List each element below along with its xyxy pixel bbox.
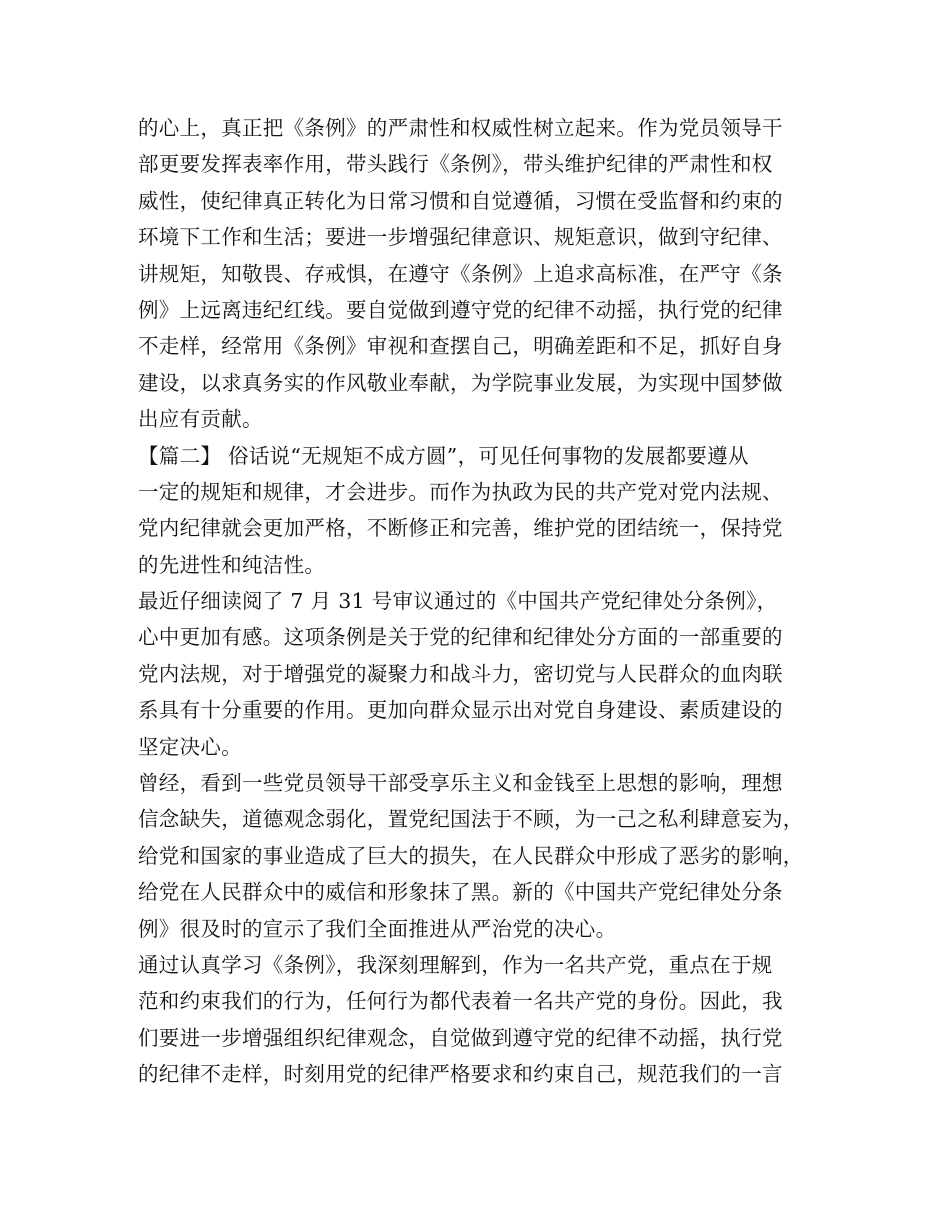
text-line: 部更要发挥表率作用，带头践行《条例》，带头维护纪律的严肃性和权 [138,152,773,177]
text-line: 坚定决心。 [138,734,242,759]
text-line: 的先进性和纯洁性。 [138,552,326,577]
text-line: 信念缺失，道德观念弱化，置党纪国法于不顾，为一己之私利肆意妄为， [138,807,804,832]
text-line: 党内纪律就会更加严格，不断修正和完善，维护党的团结统一，保持党 [138,516,783,541]
text-line: 威性，使纪律真正转化为日常习惯和自觉遵循，习惯在受监督和约束的 [138,188,783,213]
text-line: 出应有贡献。 [138,407,263,432]
text-line: 环境下工作和生活；要进一步增强纪律意识、规矩意识，做到守纪律、 [138,225,783,250]
text-line: 的纪律不走样，时刻用党的纪律严格要求和约束自己，规范我们的一言 [138,1062,783,1087]
text-line: 心中更加有感。这项条例是关于党的纪律和纪律处分方面的一部重要的 [138,625,783,650]
text-line: 们要进一步增强组织纪律观念，自觉做到遵守党的纪律不动摇，执行党 [138,1025,783,1050]
text-line: 给党在人民群众中的威信和形象抹了黑。新的《中国共产党纪律处分条 [138,880,783,905]
text-line: 例》很及时的宣示了我们全面推进从严治党的决心。 [138,916,617,941]
text-line: 范和约束我们的行为，任何行为都代表着一名共产党的身份。因此，我 [138,989,783,1014]
text-line: 例》上远离违纪红线。要自觉做到遵守党的纪律不动摇，执行党的纪律 [138,297,783,322]
text-line: 党内法规，对于增强党的凝聚力和战斗力，密切党与人民群众的血肉联 [138,661,783,686]
text-line: 最近仔细读阅了 7 月 31 号审议通过的《中国共产党纪律处分条例》， [138,589,778,614]
document-body [138,110,828,1093]
text-line: 系具有十分重要的作用。更加向群众显示出对党自身建设、素质建设的 [138,698,783,723]
text-line: 通过认真学习《条例》，我深刻理解到，作为一名共产党，重点在于规 [138,952,773,977]
text-line: 一定的规矩和规律，才会进步。而作为执政为民的共产党对党内法规、 [138,479,783,504]
text-line: 讲规矩，知敬畏、存戒惧，在遵守《条例》上追求高标准，在严守《条 [138,261,783,286]
text-line: 的心上，真正把《条例》的严肃性和权威性树立起来。作为党员领导干 [138,116,783,140]
text-line: 不走样，经常用《条例》审视和查摆自己，明确差距和不足，抓好自身 [138,334,783,359]
text-line: 建设，以求真务实的作风敬业奉献，为学院事业发展，为实现中国梦做 [138,370,783,395]
text-line: 给党和国家的事业造成了巨大的损失，在人民群众中形成了恶劣的影响， [138,843,804,868]
section-heading-line: 【篇二】 俗话说“无规矩不成方圆”，可见任何事物的发展都要遵从 [138,443,749,468]
text-line: 曾经，看到一些党员领导干部受享乐主义和金钱至上思想的影响，理想 [138,771,783,796]
